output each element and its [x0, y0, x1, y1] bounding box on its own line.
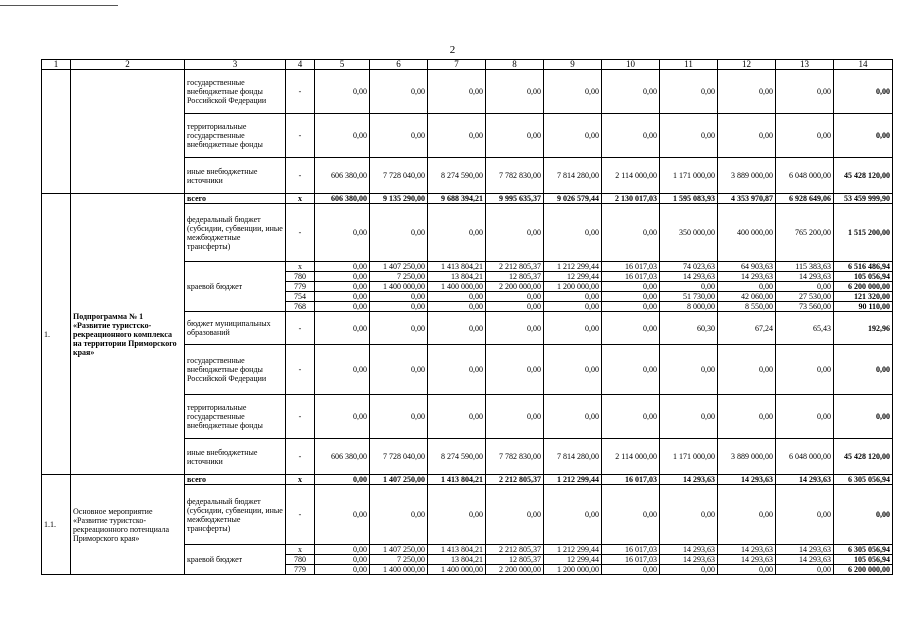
funding-source-cell: государственные внебюджетные фонды Российской Федерации: [185, 70, 286, 114]
value-cell: 14 293,63: [776, 475, 834, 485]
value-cell: 16 017,03: [602, 272, 660, 282]
value-cell: 0,00: [315, 345, 370, 395]
value-cell: 350 000,00: [660, 204, 718, 262]
value-cell: 0,00: [544, 204, 602, 262]
header-row: [42, 60, 893, 70]
value-cell: 0,00: [718, 114, 776, 158]
value-cell: 1 595 083,93: [660, 194, 718, 204]
value-cell: 73 560,00: [776, 302, 834, 312]
value-cell: 0,00: [486, 292, 544, 302]
value-cell: 9 135 290,00: [370, 194, 428, 204]
value-cell: 0,00: [315, 475, 370, 485]
value-cell: 7 728 040,00: [370, 158, 428, 194]
code-cell: 779: [286, 565, 315, 575]
column-header: 12: [718, 60, 776, 70]
value-cell: 67,24: [718, 312, 776, 345]
code-cell: х: [286, 545, 315, 555]
value-cell: 14 293,63: [660, 545, 718, 555]
value-cell: 3 889 000,00: [718, 158, 776, 194]
value-cell: 0,00: [486, 485, 544, 545]
value-cell: 8 274 590,00: [428, 439, 486, 475]
value-cell: 16 017,03: [602, 555, 660, 565]
funding-source-cell: всего: [185, 194, 286, 204]
value-cell: 7 814 280,00: [544, 439, 602, 475]
value-cell: 7 782 830,00: [486, 439, 544, 475]
value-cell: 0,00: [315, 555, 370, 565]
value-cell: 0,00: [315, 485, 370, 545]
value-cell: 606 380,00: [315, 439, 370, 475]
value-cell: 0,00: [776, 565, 834, 575]
value-cell: 16 017,03: [602, 262, 660, 272]
value-cell: 16 017,03: [602, 545, 660, 555]
value-cell: 0,00: [776, 345, 834, 395]
value-cell: 0,00: [315, 204, 370, 262]
value-cell: 4 353 970,87: [718, 194, 776, 204]
value-cell: 14 293,63: [776, 272, 834, 282]
value-cell: 7 250,00: [370, 555, 428, 565]
value-cell: 0,00: [544, 345, 602, 395]
value-cell: 12 299,44: [544, 555, 602, 565]
value-cell: 0,00: [370, 70, 428, 114]
funding-source-cell: всего: [185, 475, 286, 485]
code-cell: 779: [286, 282, 315, 292]
value-cell: 1 400 000,00: [370, 282, 428, 292]
value-cell: 3 889 000,00: [718, 439, 776, 475]
value-cell: 6 200 000,00: [834, 565, 893, 575]
funding-source-cell: бюджет муниципальных образований: [185, 312, 286, 345]
value-cell: 1 413 804,21: [428, 545, 486, 555]
value-cell: 9 995 635,37: [486, 194, 544, 204]
value-cell: 0,00: [428, 312, 486, 345]
value-cell: 0,00: [428, 70, 486, 114]
column-header: 4: [286, 60, 315, 70]
funding-source-cell: федеральный бюджет (субсидии, субвенции, иные межбюджетные трансферты): [185, 485, 286, 545]
value-cell: 0,00: [370, 485, 428, 545]
value-cell: 606 380,00: [315, 158, 370, 194]
column-header: 3: [185, 60, 286, 70]
value-cell: 0,00: [660, 70, 718, 114]
value-cell: 0,00: [315, 292, 370, 302]
value-cell: 0,00: [718, 345, 776, 395]
code-cell: -: [286, 70, 315, 114]
value-cell: 1 400 000,00: [428, 282, 486, 292]
value-cell: 1 200 000,00: [544, 282, 602, 292]
funding-source-cell: территориальные государственные внебюджетные фонды: [185, 395, 286, 439]
program-name-cell: [71, 70, 185, 194]
value-cell: 0,00: [486, 114, 544, 158]
value-cell: 0,00: [315, 565, 370, 575]
value-cell: 121 320,00: [834, 292, 893, 302]
value-cell: 16 017,03: [602, 475, 660, 485]
value-cell: 0,00: [602, 312, 660, 345]
value-cell: 14 293,63: [660, 272, 718, 282]
value-cell: 0,00: [718, 565, 776, 575]
value-cell: 0,00: [544, 395, 602, 439]
value-cell: 0,00: [486, 345, 544, 395]
column-header: 1: [42, 60, 71, 70]
value-cell: 6 928 649,06: [776, 194, 834, 204]
value-cell: 6 516 486,94: [834, 262, 893, 272]
value-cell: 0,00: [660, 114, 718, 158]
value-cell: 14 293,63: [718, 555, 776, 565]
value-cell: 0,00: [660, 345, 718, 395]
top-rule: [0, 5, 118, 6]
value-cell: 1 413 804,21: [428, 262, 486, 272]
code-cell: х: [286, 475, 315, 485]
column-header: 10: [602, 60, 660, 70]
code-cell: х: [286, 194, 315, 204]
value-cell: 0,00: [486, 204, 544, 262]
program-name-cell: Подпрограмма № 1 «Развитие туристско-рекреационного комплекса на территории Приморского края»: [71, 194, 185, 475]
value-cell: 0,00: [370, 114, 428, 158]
value-cell: 14 293,63: [660, 555, 718, 565]
value-cell: 13 804,21: [428, 555, 486, 565]
value-cell: 45 428 120,00: [834, 158, 893, 194]
value-cell: 0,00: [315, 312, 370, 345]
value-cell: 0,00: [602, 114, 660, 158]
value-cell: 400 000,00: [718, 204, 776, 262]
code-cell: -: [286, 395, 315, 439]
value-cell: 105 056,94: [834, 555, 893, 565]
value-cell: 6 305 056,94: [834, 475, 893, 485]
value-cell: 2 114 000,00: [602, 158, 660, 194]
value-cell: 8 274 590,00: [428, 158, 486, 194]
value-cell: 14 293,63: [718, 545, 776, 555]
table-row: [42, 194, 893, 204]
value-cell: 0,00: [602, 395, 660, 439]
value-cell: 0,00: [776, 485, 834, 545]
value-cell: 6 200 000,00: [834, 282, 893, 292]
value-cell: 0,00: [544, 70, 602, 114]
table-row: [42, 475, 893, 485]
value-cell: 12 805,37: [486, 555, 544, 565]
value-cell: 0,00: [602, 345, 660, 395]
value-cell: 0,00: [370, 292, 428, 302]
value-cell: 0,00: [834, 345, 893, 395]
value-cell: 0,00: [834, 485, 893, 545]
value-cell: 105 056,94: [834, 272, 893, 282]
value-cell: 0,00: [486, 312, 544, 345]
value-cell: 2 212 805,37: [486, 545, 544, 555]
value-cell: 0,00: [776, 395, 834, 439]
row-number-cell: [42, 70, 71, 194]
column-header: 7: [428, 60, 486, 70]
value-cell: 0,00: [315, 545, 370, 555]
value-cell: 0,00: [315, 262, 370, 272]
value-cell: 0,00: [660, 565, 718, 575]
value-cell: 64 903,63: [718, 262, 776, 272]
code-cell: 780: [286, 555, 315, 565]
value-cell: 14 293,63: [718, 272, 776, 282]
value-cell: 0,00: [544, 302, 602, 312]
value-cell: 2 200 000,00: [486, 565, 544, 575]
value-cell: 1 515 200,00: [834, 204, 893, 262]
value-cell: 7 814 280,00: [544, 158, 602, 194]
value-cell: 0,00: [315, 114, 370, 158]
funding-source-cell: краевой бюджет: [185, 545, 286, 575]
value-cell: 0,00: [602, 302, 660, 312]
value-cell: 0,00: [660, 282, 718, 292]
event-name-cell: Основное мероприятие «Развитие туристско-рекреационного потенциала Приморского края»: [71, 475, 185, 575]
value-cell: 2 114 000,00: [602, 439, 660, 475]
value-cell: 0,00: [370, 302, 428, 312]
funding-source-cell: территориальные государственные внебюджетные фонды: [185, 114, 286, 158]
value-cell: 0,00: [315, 302, 370, 312]
value-cell: 0,00: [315, 70, 370, 114]
value-cell: 0,00: [602, 485, 660, 545]
value-cell: 0,00: [428, 204, 486, 262]
table-row: [42, 70, 893, 114]
code-cell: -: [286, 312, 315, 345]
value-cell: 1 407 250,00: [370, 262, 428, 272]
value-cell: 2 130 017,03: [602, 194, 660, 204]
value-cell: 0,00: [544, 292, 602, 302]
value-cell: 1 212 299,44: [544, 545, 602, 555]
row-number-cell: 1.1.: [42, 475, 71, 575]
value-cell: 7 782 830,00: [486, 158, 544, 194]
value-cell: 1 171 000,00: [660, 158, 718, 194]
code-cell: 780: [286, 272, 315, 282]
value-cell: 0,00: [660, 395, 718, 439]
value-cell: 1 400 000,00: [370, 565, 428, 575]
value-cell: 0,00: [834, 114, 893, 158]
column-header: 14: [834, 60, 893, 70]
value-cell: 6 048 000,00: [776, 158, 834, 194]
code-cell: -: [286, 485, 315, 545]
value-cell: 14 293,63: [718, 475, 776, 485]
value-cell: 6 305 056,94: [834, 545, 893, 555]
row-number-cell: 1.: [42, 194, 71, 475]
value-cell: 0,00: [602, 282, 660, 292]
budget-table: [41, 59, 893, 575]
value-cell: 1 407 250,00: [370, 475, 428, 485]
code-cell: 768: [286, 302, 315, 312]
value-cell: 8 550,00: [718, 302, 776, 312]
code-cell: -: [286, 345, 315, 395]
funding-source-cell: иные внебюджетные источники: [185, 439, 286, 475]
value-cell: 115 383,63: [776, 262, 834, 272]
value-cell: 0,00: [834, 70, 893, 114]
value-cell: 0,00: [370, 312, 428, 345]
value-cell: 0,00: [486, 395, 544, 439]
value-cell: 53 459 999,90: [834, 194, 893, 204]
value-cell: 0,00: [602, 292, 660, 302]
value-cell: 13 804,21: [428, 272, 486, 282]
value-cell: 65,43: [776, 312, 834, 345]
value-cell: 0,00: [428, 485, 486, 545]
code-cell: -: [286, 439, 315, 475]
value-cell: 0,00: [315, 282, 370, 292]
value-cell: 0,00: [718, 70, 776, 114]
value-cell: 2 200 000,00: [486, 282, 544, 292]
value-cell: 606 380,00: [315, 194, 370, 204]
value-cell: 0,00: [486, 302, 544, 312]
value-cell: 8 000,00: [660, 302, 718, 312]
column-header: 2: [71, 60, 185, 70]
value-cell: 45 428 120,00: [834, 439, 893, 475]
column-header: 5: [315, 60, 370, 70]
value-cell: 12 299,44: [544, 272, 602, 282]
value-cell: 14 293,63: [776, 555, 834, 565]
value-cell: 27 530,00: [776, 292, 834, 302]
value-cell: 14 293,63: [660, 475, 718, 485]
value-cell: 0,00: [315, 395, 370, 439]
value-cell: 0,00: [428, 292, 486, 302]
value-cell: 0,00: [660, 485, 718, 545]
value-cell: 60,30: [660, 312, 718, 345]
value-cell: 0,00: [428, 302, 486, 312]
value-cell: 192,96: [834, 312, 893, 345]
value-cell: 1 407 250,00: [370, 545, 428, 555]
funding-source-cell: иные внебюджетные источники: [185, 158, 286, 194]
column-header: 13: [776, 60, 834, 70]
value-cell: 51 730,00: [660, 292, 718, 302]
value-cell: 0,00: [428, 395, 486, 439]
value-cell: 0,00: [315, 272, 370, 282]
value-cell: 1 400 000,00: [428, 565, 486, 575]
value-cell: 7 728 040,00: [370, 439, 428, 475]
value-cell: 0,00: [602, 565, 660, 575]
value-cell: 1 212 299,44: [544, 475, 602, 485]
code-cell: 754: [286, 292, 315, 302]
value-cell: 0,00: [602, 70, 660, 114]
value-cell: 42 060,00: [718, 292, 776, 302]
value-cell: 74 023,63: [660, 262, 718, 272]
code-cell: -: [286, 204, 315, 262]
value-cell: 0,00: [370, 345, 428, 395]
value-cell: 0,00: [718, 485, 776, 545]
value-cell: 9 688 394,21: [428, 194, 486, 204]
funding-source-cell: федеральный бюджет (субсидии, субвенции, иные межбюджетные трансферты): [185, 204, 286, 262]
value-cell: 0,00: [834, 395, 893, 439]
value-cell: 12 805,37: [486, 272, 544, 282]
page-number: 2: [449, 44, 456, 56]
column-header: 6: [370, 60, 428, 70]
value-cell: 0,00: [544, 114, 602, 158]
value-cell: 90 110,00: [834, 302, 893, 312]
column-header: 8: [486, 60, 544, 70]
value-cell: 0,00: [776, 282, 834, 292]
value-cell: 1 212 299,44: [544, 262, 602, 272]
value-cell: 0,00: [718, 282, 776, 292]
value-cell: 2 212 805,37: [486, 475, 544, 485]
code-cell: -: [286, 114, 315, 158]
value-cell: 0,00: [370, 395, 428, 439]
funding-source-cell: государственные внебюджетные фонды Российской Федерации: [185, 345, 286, 395]
value-cell: 0,00: [428, 114, 486, 158]
value-cell: 7 250,00: [370, 272, 428, 282]
value-cell: 765 200,00: [776, 204, 834, 262]
value-cell: 0,00: [602, 204, 660, 262]
funding-source-cell: краевой бюджет: [185, 262, 286, 312]
value-cell: 6 048 000,00: [776, 439, 834, 475]
code-cell: -: [286, 158, 315, 194]
value-cell: 1 200 000,00: [544, 565, 602, 575]
value-cell: 0,00: [544, 485, 602, 545]
value-cell: 14 293,63: [776, 545, 834, 555]
value-cell: 0,00: [718, 395, 776, 439]
value-cell: 0,00: [370, 204, 428, 262]
code-cell: х: [286, 262, 315, 272]
column-header: 9: [544, 60, 602, 70]
value-cell: 0,00: [428, 345, 486, 395]
value-cell: 0,00: [544, 312, 602, 345]
value-cell: 1 413 804,21: [428, 475, 486, 485]
value-cell: 2 212 805,37: [486, 262, 544, 272]
value-cell: 9 026 579,44: [544, 194, 602, 204]
column-header: 11: [660, 60, 718, 70]
value-cell: 0,00: [776, 114, 834, 158]
value-cell: 1 171 000,00: [660, 439, 718, 475]
value-cell: 0,00: [776, 70, 834, 114]
value-cell: 0,00: [486, 70, 544, 114]
